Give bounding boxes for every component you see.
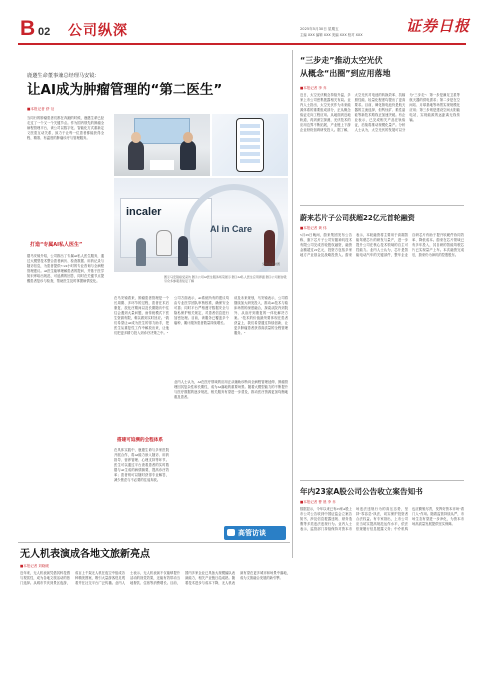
right-divider-1 <box>300 205 464 206</box>
right-top-kicker: “三步走”推动太空光伏 <box>300 56 383 65</box>
newspaper-logo: 证券日报 <box>406 17 471 35</box>
right-bottom-body: 数据显示，今年以来已有23家A股上市公司公告收到中国证监会立案告知书，涉及信息披露违规、财务造假等多类违法违规行为。业内人士表示，监管部门持续保持对资本市场违法违规行为的高压态势，坚持“零容忍”执法，切实保护投资者合法权益。有专家指出，上市公司应当切实提高规范运作水平，依法依规履行信息披露义务；中介机构也应勤勉尽责，发挥好资本市场“看门人”作用。随着监管持续从严，市场生态有望进一步净化，为资本市场高质量发展提供坚实保障。 <box>300 507 464 531</box>
right-top-body: 近日，太空光伏概念持续升温，多家上市公司密集披露相关布局。业内人士指出，太空光伏作为未来能源体系的重要组成部分，正从概念验证走向工程应用。从地面到近地轨道，再到深空探测，光伏技术的应用边界不断拓展，产业链上下游企业纷纷加码研发投入。据了解，太空光伏对电池的转换效率、抗辐照性能、轻量化程度均提出了更高要求。目前，砷化镓电池仍是航天器的主流选择，但钙钛矿、柔性晶硅等新技术路线正加速突破。有企业表示，已完成相关产品在轨验证，后续将推动规模化量产。分析人士认为，太空光伏的发展可以分为“三步走”：第一步是满足卫星等航天器的供电需求；第二步是在空间站、月球基地等场景实现规模化应用；第三步则是建设空间太阳能电站，实现能源的远距离无线传输。 <box>300 93 460 132</box>
editor-info: 主编 XXX 编辑 XXX 美编 XXX 校对 XXX <box>300 33 363 37</box>
bottom-left-body: 近年来，无人机表演凭借其科技感与观赏性，成为各地文旅活动的热门选择。从城市节庆到景区夜游，成百上千架无人机在夜空中组成各种精美图案，吸引大量游客驻足观看并在社交平台广泛传播。业内人士表示，无人机表演不仅能够提升活动的视觉效果，还能有效带动当地餐饮、住宿等消费增长。目前，国内多家企业已具备大规模编队表演能力，相关产业链日趋成熟。随着技术进步与成本下降，无人机表演有望在更多城市和场景中落地，成为文旅融合发展的新引擎。 <box>20 571 290 585</box>
page-number: 02 <box>38 26 51 38</box>
robot <box>156 230 172 256</box>
bottom-divider <box>18 542 290 543</box>
main-body-4: 谈及未来规划，马安镜表示，公司将继续加大研发投入，推动AI技术与临床场景的深度融合，探索从院内到院外、从治疗到康复的一体化解决方案。“技术的价值最终要体现在患者获益上，我们希望通过持续创新，让更多肿瘤患者获得高质量的全程管理服务。” <box>234 296 288 335</box>
subhead-full-process: 搭建可追溯的全程体系 <box>117 438 163 443</box>
main-body-2: 在马安镜看来，肿瘤患者管理是一个长周期、多环节的过程，患者在术后康复、放化疗期间以及长期随访中往往会遇到大量问题，而传统模式下医生资源有限，难以做到实时回应。“我们希望让AI成为医生的得力助手，把医生从重复性工作中解放出来，让他们把更多精力投入到诊疗决策之中。” <box>114 296 169 335</box>
right-mid-headline: 蔚来芯片子公司获超22亿元首轮融资 <box>300 214 415 222</box>
right-divider-2 <box>300 480 464 481</box>
main-byline: ■本报记者 舒 衍 <box>27 107 55 111</box>
main-body-3: 公司方面表示，AI系统所有的建议均由专业医学团队审核校准，确保安全可靠；同时平台严格遵守数据安全与隐私保护相关规定，对患者信息进行加密处理。目前，该服务已覆盖多个癌种，累计服务患者数量持续增长。 <box>174 296 229 325</box>
right-mid-body: 5月29日晚间，蔚来集团发布公告称，旗下芯片子公司安徽神玑技术有限公司完成首轮股权融资，融资金额超过22亿元，投资方包括多家地方产业基金及战略投资人。蔚来表示，本轮融资将主要用于高端智能驾驶芯片的研发与量产，进一步提升公司在核心技术领域的自主可控能力。业内人士认为，芯片是智能电动汽车的关键部件，整车企业自研芯片有助于提升软硬件协同效率、降低成本。蔚来在芯片领域已有多年投入，其自研的智能驾驶芯片已实现量产上车。本次融资完成后，蔚来仍为神玑的控股股东。 <box>300 233 464 257</box>
main-intro: 当同行的肿瘤患者们都在奔跑的时候，鹿邀生命已经走过了一个又一个关键节点。作为国内领先的肿瘤全病程管理平台，该公司以数字化、智能化方式重新定义医患互动关系，致力于让每一位患者都能获得全程、精准、有温度的肿瘤诊疗与管理服务。 <box>27 116 104 140</box>
main-body-1: 据马安镜介绍，公司推出了专属AI私人医生服务，通过大模型技术整合患者病历、检查数据、用药记录与随访信息，为患者提供7×24小时的专业咨询与全病程管理建议。AI医生能够理解患者的提问，并基于医学知识库给出规范、可追溯的回答，同时在关键节点提醒患者复诊与检查，帮助医生及时掌握病情变化。 <box>27 254 104 283</box>
right-top-headline: 从概念“出圈”到应用落地 <box>300 69 391 78</box>
photo-exhibit-booth <box>114 178 288 272</box>
photo-caption: 图①马安镜接受采访 图②公司AI医生服务场景展示 图③AI私人医生应用界面 图④公司展台吸引众多参观者驻足了解 <box>164 275 287 284</box>
subhead-ai-doctor: 打造“专属AI私人医生” <box>30 242 83 248</box>
main-body-5: 在具体实践中，鹿邀生命与多家医院开展合作，将AI能力嵌入随访、用药指导、营养管理、心理支持等环节。医生可以通过平台查看患者的实时数据与AI生成的病情摘要，提高诊疗效率；患者则可以随时获得专业解答，减少焦虑与不必要的往返奔波。 <box>114 448 169 482</box>
right-bottom-headline: 年内23家A股公司公告收立案告知书 <box>300 487 423 496</box>
masthead-rule <box>18 43 466 45</box>
bottom-left-byline: ■本报记者 刘晓暖 <box>20 564 49 568</box>
phone-ui <box>240 124 260 164</box>
visitor-c <box>136 238 146 266</box>
main-body-6: 业内人士认为，AI在医疗领域的应用正从辅助诊断向全病程管理延伸，肿瘤管理因其复杂性和长期性，成为AI落地的重要场景。随着大模型能力的不断提升与医疗数据的逐步规范，相关服务有望进一步普及，推动医疗资源更加均衡地惠及患者。 <box>174 380 288 399</box>
photo-interview <box>114 114 210 176</box>
right-bottom-byline: ■本报记者 曹 晨 李 乔 <box>300 500 336 504</box>
speech-icon <box>227 529 235 536</box>
booth-brand: incaler <box>126 206 162 218</box>
person-right-head <box>183 132 193 143</box>
person-left <box>128 140 144 170</box>
stamp-label: 高管访谈 <box>238 529 266 537</box>
visitor-b <box>264 230 275 266</box>
page-letter: B <box>20 17 36 40</box>
date-line: 2025年5月30日 星期五 <box>300 27 339 31</box>
bottom-left-headline: 无人机表演成各地文旅新亮点 <box>20 549 150 560</box>
masthead <box>0 0 484 44</box>
photo-app-screen <box>212 114 288 176</box>
right-top-byline: ■本报记者 李 乔 <box>300 86 327 90</box>
visitor-a <box>178 236 188 266</box>
booth-arc-label: AI in Care <box>210 224 253 234</box>
photo-credit: 受访企业供图 <box>262 262 281 266</box>
person-right <box>180 140 196 170</box>
section-name: 公司纵深 <box>68 23 128 39</box>
screen-backdrop <box>134 118 190 144</box>
main-headline: 让AI成为肿瘤管理的“第二医生” <box>27 82 223 98</box>
right-mid-byline: ■本报记者 黄 伟 <box>300 226 327 230</box>
column-divider <box>292 50 293 558</box>
person-left-head <box>131 132 141 143</box>
table <box>150 160 174 170</box>
stamp-badge <box>224 526 286 540</box>
main-kicker: 鹿邀生命董事兼总经理马安镜： <box>27 73 100 79</box>
